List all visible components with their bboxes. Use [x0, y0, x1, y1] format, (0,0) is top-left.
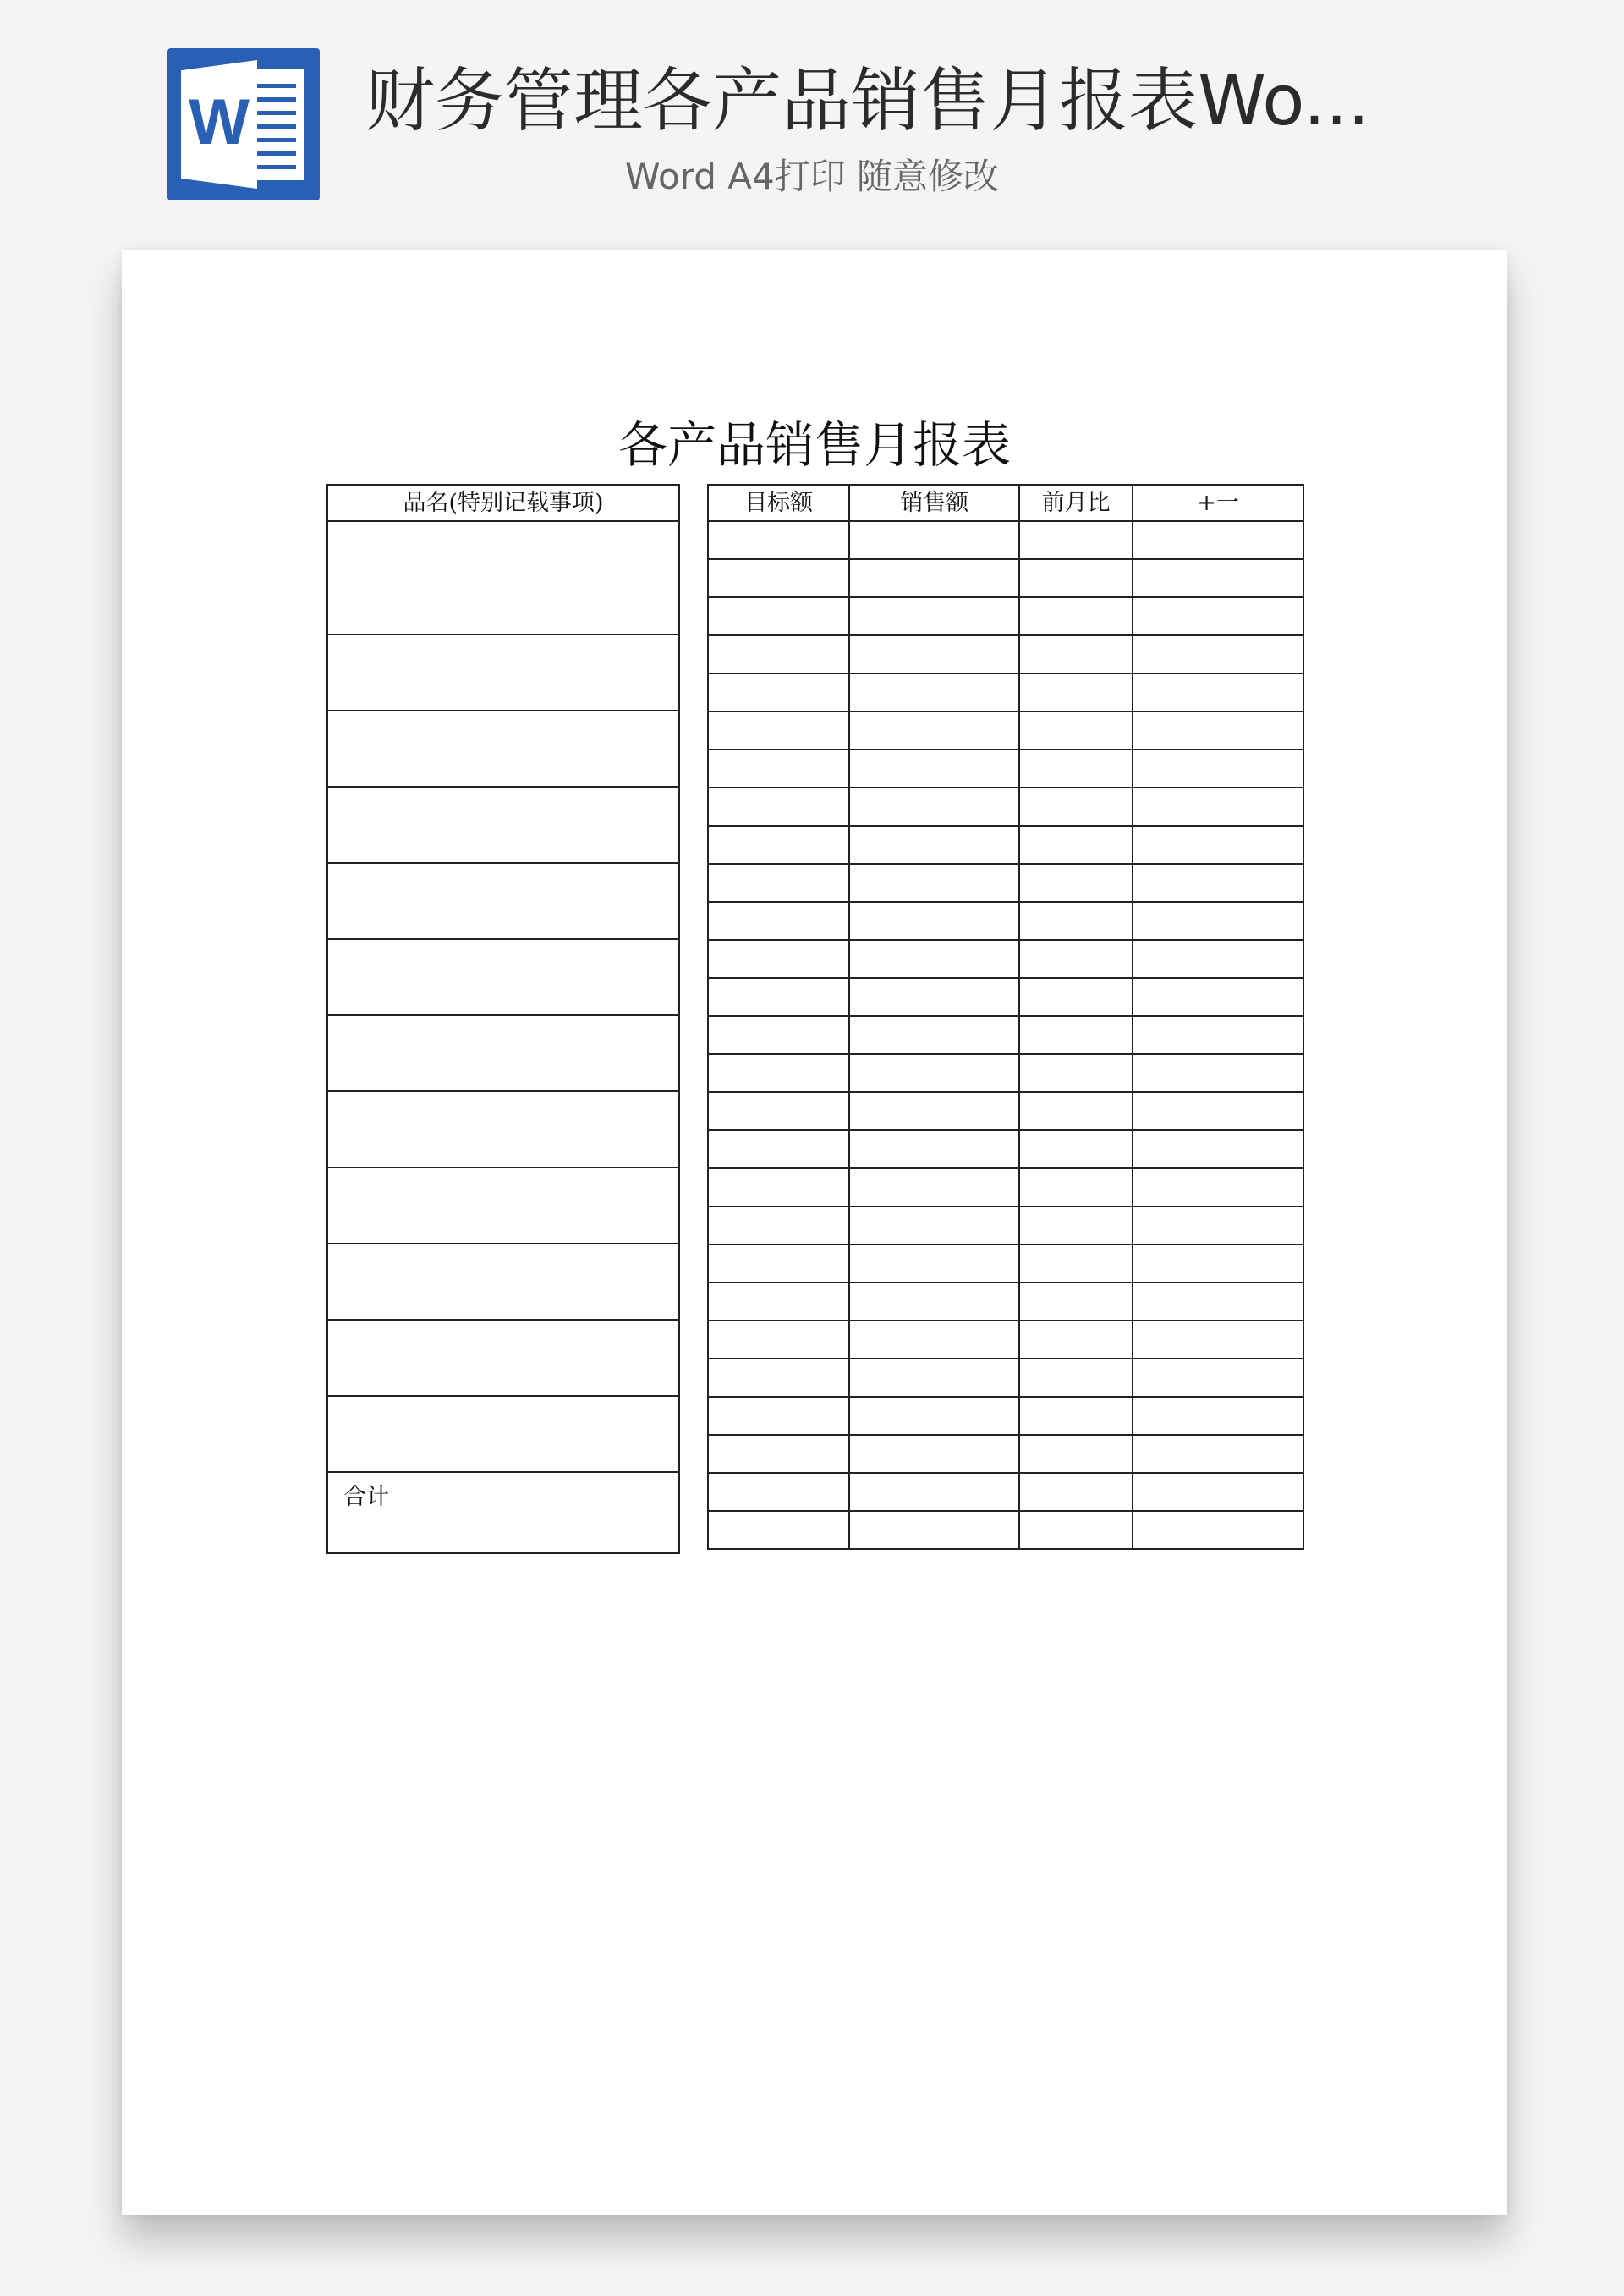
plus-minus-cell[interactable] — [1133, 1473, 1303, 1511]
table-row — [327, 939, 679, 1015]
target-amount-cell[interactable] — [708, 597, 849, 635]
target-amount-cell[interactable] — [708, 521, 849, 559]
prev-month-ratio-cell[interactable] — [1019, 750, 1133, 788]
target-amount-cell[interactable] — [708, 1473, 849, 1511]
total-label: 合计 — [327, 1472, 679, 1553]
target-amount-cell[interactable] — [708, 1435, 849, 1473]
table-row — [708, 521, 1303, 559]
plus-minus-cell[interactable] — [1133, 597, 1303, 635]
plus-minus-cell[interactable] — [1133, 635, 1303, 673]
prev-month-ratio-cell[interactable] — [1019, 521, 1133, 559]
prev-month-ratio-cell[interactable] — [1019, 1473, 1133, 1511]
sales-amount-cell[interactable] — [849, 1283, 1019, 1321]
plus-minus-cell[interactable] — [1133, 1321, 1303, 1359]
sales-amount-cell[interactable] — [849, 673, 1019, 711]
sales-amount-cell[interactable] — [849, 788, 1019, 826]
target-amount-cell[interactable] — [708, 635, 849, 673]
plus-minus-cell[interactable] — [1133, 1168, 1303, 1206]
table-row — [708, 1054, 1303, 1092]
prev-month-ratio-cell[interactable] — [1019, 1511, 1133, 1549]
plus-minus-cell[interactable] — [1133, 1054, 1303, 1092]
header-banner — [0, 0, 1624, 228]
product-name-table — [326, 484, 680, 1554]
plus-minus-cell[interactable] — [1133, 1016, 1303, 1054]
sales-amount-cell[interactable] — [849, 1016, 1019, 1054]
product-name-cell[interactable] — [327, 1244, 679, 1320]
prev-month-ratio-cell[interactable] — [1019, 711, 1133, 750]
table-row — [708, 1473, 1303, 1511]
plus-minus-cell[interactable] — [1133, 1206, 1303, 1244]
sales-amount-cell[interactable] — [849, 1206, 1019, 1244]
sales-amount-cell[interactable] — [849, 1130, 1019, 1168]
table-row — [708, 1130, 1303, 1168]
sales-amount-cell[interactable] — [849, 750, 1019, 788]
word-icon-letter: W — [189, 86, 250, 158]
plus-minus-cell[interactable] — [1133, 788, 1303, 826]
plus-minus-cell[interactable] — [1133, 521, 1303, 559]
table-row — [708, 559, 1303, 597]
page-subtitle: Word A4打印 随意修改 — [624, 156, 1000, 197]
table-row — [708, 940, 1303, 978]
target-amount-cell[interactable] — [708, 940, 849, 978]
sales-amount-cell[interactable] — [849, 1168, 1019, 1206]
table-row — [327, 1167, 679, 1244]
table-row — [708, 1511, 1303, 1549]
table-row — [708, 1321, 1303, 1359]
column-header-prev-month-ratio: 前月比 — [1019, 485, 1133, 521]
target-amount-cell[interactable] — [708, 711, 849, 750]
product-name-cell[interactable] — [327, 1015, 679, 1091]
plus-minus-cell[interactable] — [1133, 902, 1303, 940]
plus-minus-cell[interactable] — [1133, 1283, 1303, 1321]
plus-minus-cell[interactable] — [1133, 940, 1303, 978]
target-amount-cell[interactable] — [708, 1321, 849, 1359]
prev-month-ratio-cell[interactable] — [1019, 1130, 1133, 1168]
table-row — [708, 1016, 1303, 1054]
prev-month-ratio-cell[interactable] — [1019, 902, 1133, 940]
target-amount-cell[interactable] — [708, 750, 849, 788]
table-row — [708, 788, 1303, 826]
plus-minus-cell[interactable] — [1133, 673, 1303, 711]
target-amount-cell[interactable] — [708, 788, 849, 826]
sales-amount-cell[interactable] — [849, 1092, 1019, 1130]
target-amount-cell[interactable] — [708, 559, 849, 597]
prev-month-ratio-cell[interactable] — [1019, 1397, 1133, 1435]
target-amount-cell[interactable] — [708, 1054, 849, 1092]
table-row — [708, 1168, 1303, 1206]
table-row — [327, 521, 679, 634]
target-amount-cell[interactable] — [708, 1168, 849, 1206]
target-amount-cell[interactable] — [708, 1244, 849, 1283]
prev-month-ratio-cell[interactable] — [1019, 788, 1133, 826]
table-row — [327, 1320, 679, 1396]
target-amount-cell[interactable] — [708, 673, 849, 711]
column-header-plus-minus: +一 — [1133, 485, 1303, 521]
table-row — [708, 1244, 1303, 1283]
prev-month-ratio-cell[interactable] — [1019, 597, 1133, 635]
sales-figures-table — [707, 484, 1304, 1550]
target-amount-cell[interactable] — [708, 1283, 849, 1321]
plus-minus-cell[interactable] — [1133, 978, 1303, 1016]
product-name-cell[interactable] — [327, 634, 679, 711]
sales-amount-cell[interactable] — [849, 597, 1019, 635]
table-row — [708, 1435, 1303, 1473]
table-row — [708, 864, 1303, 902]
plus-minus-cell[interactable] — [1133, 864, 1303, 902]
target-amount-cell[interactable] — [708, 978, 849, 1016]
target-amount-cell[interactable] — [708, 1511, 849, 1549]
sales-amount-cell[interactable] — [849, 1359, 1019, 1397]
plus-minus-cell[interactable] — [1133, 750, 1303, 788]
page-title: 财务管理各产品销售月报表Wo... — [365, 61, 1370, 141]
prev-month-ratio-cell[interactable] — [1019, 826, 1133, 864]
sales-amount-cell[interactable] — [849, 978, 1019, 1016]
product-name-cell[interactable] — [327, 1091, 679, 1167]
plus-minus-cell[interactable] — [1133, 559, 1303, 597]
column-header-sales: 销售额 — [849, 485, 1019, 521]
sales-amount-cell[interactable] — [849, 864, 1019, 902]
document-title: 各产品销售月报表 — [617, 416, 1011, 474]
table-row — [708, 1092, 1303, 1130]
prev-month-ratio-cell[interactable] — [1019, 1359, 1133, 1397]
sales-amount-cell[interactable] — [849, 711, 1019, 750]
table-row — [708, 1206, 1303, 1244]
table-row — [708, 902, 1303, 940]
target-amount-cell[interactable] — [708, 1016, 849, 1054]
prev-month-ratio-cell[interactable] — [1019, 673, 1133, 711]
table-row — [708, 750, 1303, 788]
table-row — [327, 1396, 679, 1472]
target-amount-cell[interactable] — [708, 1359, 849, 1397]
table-row — [327, 1091, 679, 1167]
sales-amount-cell[interactable] — [849, 1054, 1019, 1092]
plus-minus-cell[interactable] — [1133, 1092, 1303, 1130]
product-name-cell[interactable] — [327, 1167, 679, 1244]
sales-amount-cell[interactable] — [849, 1321, 1019, 1359]
product-name-cell[interactable] — [327, 1320, 679, 1396]
product-name-cell[interactable] — [327, 711, 679, 787]
table-row — [708, 826, 1303, 864]
table-row — [708, 978, 1303, 1016]
table-row — [327, 711, 679, 787]
target-amount-cell[interactable] — [708, 1397, 849, 1435]
target-amount-cell[interactable] — [708, 1092, 849, 1130]
prev-month-ratio-cell[interactable] — [1019, 1054, 1133, 1092]
product-name-cell[interactable] — [327, 863, 679, 939]
product-name-cell[interactable] — [327, 939, 679, 1015]
plus-minus-cell[interactable] — [1133, 1511, 1303, 1549]
table-row — [708, 1359, 1303, 1397]
target-amount-cell[interactable] — [708, 1130, 849, 1168]
product-name-cell[interactable] — [327, 1396, 679, 1472]
prev-month-ratio-cell[interactable] — [1019, 1244, 1133, 1283]
prev-month-ratio-cell[interactable] — [1019, 1168, 1133, 1206]
plus-minus-cell[interactable] — [1133, 1435, 1303, 1473]
prev-month-ratio-cell[interactable] — [1019, 864, 1133, 902]
table-row — [708, 1283, 1303, 1321]
prev-month-ratio-cell[interactable] — [1019, 559, 1133, 597]
product-name-header: 品名(特别记载事项) — [327, 485, 679, 521]
prev-month-ratio-cell[interactable] — [1019, 1016, 1133, 1054]
prev-month-ratio-cell[interactable] — [1019, 978, 1133, 1016]
sales-amount-cell[interactable] — [849, 635, 1019, 673]
table-row — [708, 635, 1303, 673]
sales-amount-cell[interactable] — [849, 902, 1019, 940]
prev-month-ratio-cell[interactable] — [1019, 1092, 1133, 1130]
table-row — [327, 1015, 679, 1091]
prev-month-ratio-cell[interactable] — [1019, 1321, 1133, 1359]
sales-amount-cell[interactable] — [849, 1244, 1019, 1283]
target-amount-cell[interactable] — [708, 1206, 849, 1244]
sales-amount-cell[interactable] — [849, 1511, 1019, 1549]
table-row — [327, 863, 679, 939]
target-amount-cell[interactable] — [708, 864, 849, 902]
prev-month-ratio-cell[interactable] — [1019, 1435, 1133, 1473]
sales-amount-cell[interactable] — [849, 559, 1019, 597]
sales-amount-cell[interactable] — [849, 940, 1019, 978]
prev-month-ratio-cell[interactable] — [1019, 1206, 1133, 1244]
table-row — [708, 673, 1303, 711]
product-name-cell[interactable] — [327, 787, 679, 863]
sales-amount-cell[interactable] — [849, 826, 1019, 864]
plus-minus-cell[interactable] — [1133, 1130, 1303, 1168]
plus-minus-cell[interactable] — [1133, 1359, 1303, 1397]
plus-minus-cell[interactable] — [1133, 711, 1303, 750]
plus-minus-cell[interactable] — [1133, 1397, 1303, 1435]
table-row — [327, 634, 679, 711]
sales-amount-cell[interactable] — [849, 1397, 1019, 1435]
table-row — [708, 597, 1303, 635]
prev-month-ratio-cell[interactable] — [1019, 1283, 1133, 1321]
sales-amount-cell[interactable] — [849, 1435, 1019, 1473]
prev-month-ratio-cell[interactable] — [1019, 635, 1133, 673]
product-name-cell[interactable] — [327, 521, 679, 634]
sales-amount-cell[interactable] — [849, 1473, 1019, 1511]
column-header-target: 目标额 — [708, 485, 849, 521]
table-row — [327, 1244, 679, 1320]
plus-minus-cell[interactable] — [1133, 1244, 1303, 1283]
table-row — [708, 711, 1303, 750]
target-amount-cell[interactable] — [708, 826, 849, 864]
table-row — [327, 787, 679, 863]
total-row — [327, 1472, 679, 1553]
prev-month-ratio-cell[interactable] — [1019, 940, 1133, 978]
plus-minus-cell[interactable] — [1133, 826, 1303, 864]
document-page — [122, 250, 1507, 2215]
target-amount-cell[interactable] — [708, 902, 849, 940]
table-row — [708, 1397, 1303, 1435]
sales-amount-cell[interactable] — [849, 521, 1019, 559]
